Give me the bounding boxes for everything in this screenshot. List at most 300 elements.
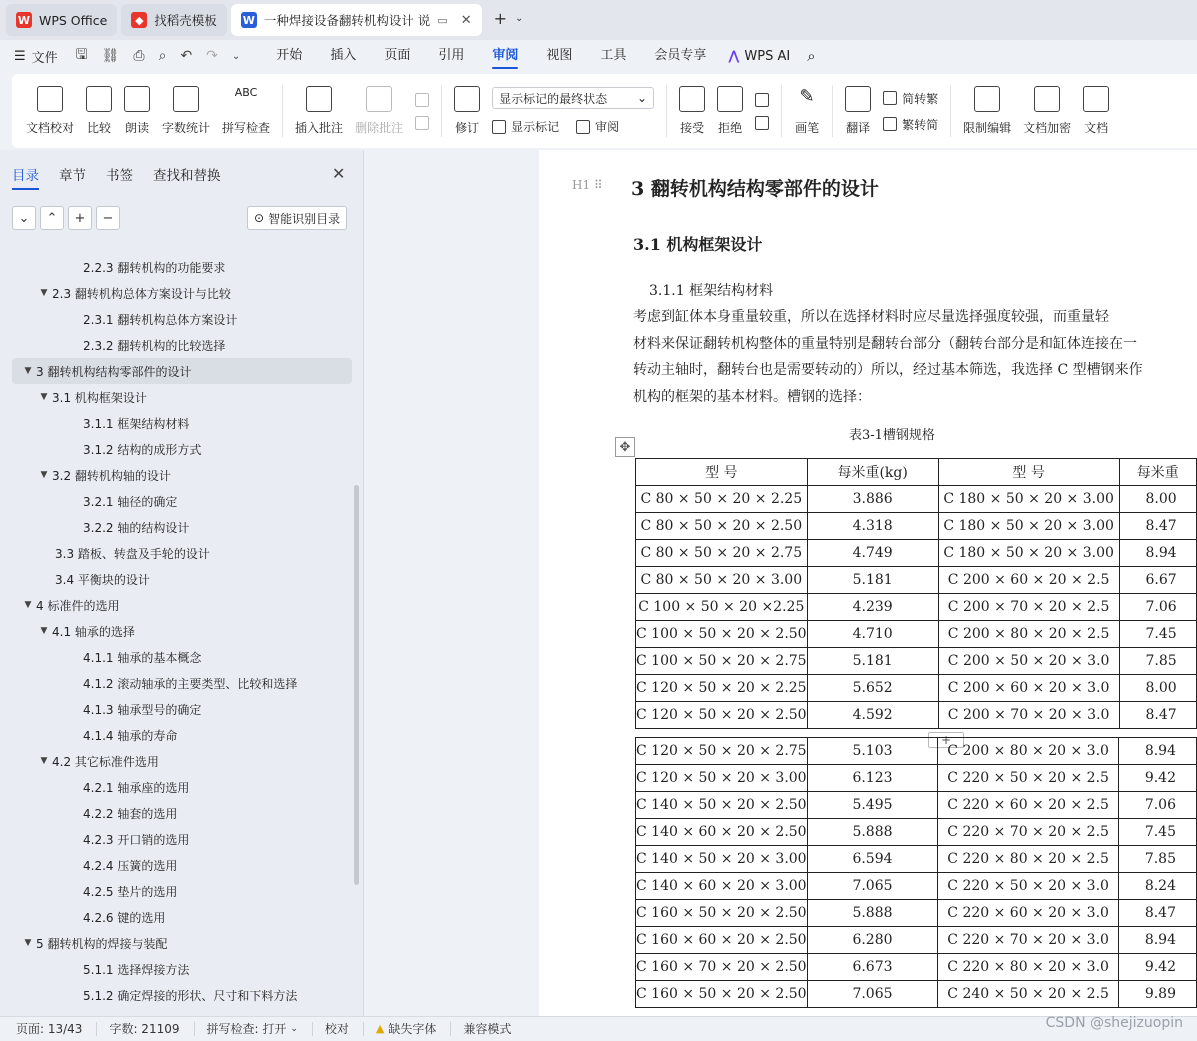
label: 插入批注 <box>295 121 344 135</box>
menu-bar <box>0 40 1197 72</box>
toc-item-label: 2.3 翻转机构总体方案设计与比较 <box>52 286 231 301</box>
nav-tab-toc[interactable]: 目录 <box>12 164 39 184</box>
table-cell[interactable]: C 100 × 50 × 20 ×2.25 <box>636 594 808 621</box>
doc-check-button[interactable] <box>20 79 80 143</box>
header-cell: 型 号 <box>938 459 1119 486</box>
toc-item[interactable] <box>12 904 352 930</box>
compare-button[interactable] <box>80 79 118 143</box>
table-cell[interactable]: C 200 × 50 × 20 × 3.0 <box>938 648 1119 675</box>
table-row <box>636 927 1197 954</box>
spell-check-label: 拼写检查: 打开 <box>206 1022 287 1036</box>
table-cell[interactable]: 3.886 <box>807 486 938 513</box>
toc-item-label: 2.2.3 翻转机构的功能要求 <box>83 260 226 275</box>
menu-insert[interactable]: 插入 <box>330 48 357 63</box>
track-changes-icon <box>454 86 480 112</box>
toc-item-label: 4.1.1 轴承的基本概念 <box>83 650 202 665</box>
toc-item[interactable] <box>12 800 352 826</box>
heading-mark-text: H1 <box>572 178 591 192</box>
table-cell[interactable]: 4.710 <box>807 621 938 648</box>
prev-comment-icon[interactable] <box>415 93 429 107</box>
table-row <box>636 981 1197 1008</box>
table-row <box>636 594 1197 621</box>
toc-item[interactable] <box>12 956 352 982</box>
toc-item[interactable] <box>12 280 352 306</box>
trad-to-simp-icon <box>883 117 897 131</box>
nav-tab-bookmarks[interactable]: 书签 <box>106 168 133 184</box>
label: 比较 <box>87 121 112 135</box>
table-row <box>636 846 1197 873</box>
redo-icon[interactable]: ↷ <box>206 48 218 64</box>
chevron-down-icon: ⌄ <box>637 91 648 105</box>
docer-logo-icon: ◆ <box>131 12 147 28</box>
table-cell[interactable]: C 220 × 60 × 20 × 2.5 <box>938 792 1118 819</box>
separator <box>832 85 833 137</box>
toc-item[interactable] <box>12 410 352 436</box>
label: 画笔 <box>795 121 820 135</box>
label: 文档加密 <box>1023 121 1072 135</box>
toc-item-label: 5 翻转机构的焊接与装配 <box>36 936 168 951</box>
save-icon[interactable]: 🖫 <box>75 47 88 63</box>
menu-page[interactable]: 页面 <box>384 48 411 63</box>
delete-comment-button[interactable] <box>349 79 409 143</box>
table-cell[interactable]: C 120 × 50 × 20 × 3.00 <box>636 765 808 792</box>
toc-item-label: 3.1.1 框架结构材料 <box>83 416 190 431</box>
table-row <box>636 540 1197 567</box>
table-cell[interactable]: 4.318 <box>807 513 938 540</box>
word-count-button[interactable] <box>156 79 216 143</box>
table-cell[interactable]: 9.42 <box>1118 954 1196 981</box>
show-markup-icon <box>492 120 506 134</box>
chinese-convert <box>877 90 944 133</box>
table-cell[interactable]: C 220 × 50 × 20 × 2.5 <box>938 765 1118 792</box>
smart-icon: ⊙ <box>254 211 265 225</box>
pen-icon: ✎ <box>799 86 815 107</box>
table-caption: 表3-1槽钢规格 <box>849 428 935 443</box>
table-cell[interactable]: 5.888 <box>807 900 938 927</box>
next-change-icon[interactable] <box>755 116 769 130</box>
remove-icon[interactable]: − <box>96 206 120 230</box>
table-cell[interactable]: C 240 × 50 × 20 × 2.5 <box>938 981 1118 1008</box>
table-cell[interactable]: 4.239 <box>807 594 938 621</box>
table-cell[interactable]: 8.94 <box>1118 738 1196 765</box>
page-indicator[interactable]: 页面: 13/43 <box>16 1022 97 1036</box>
toc-item[interactable] <box>12 982 352 1008</box>
new-tab-icon[interactable]: + <box>493 9 508 28</box>
file-menu[interactable] <box>14 47 58 66</box>
toc-item-label: 3.2.2 轴的结构设计 <box>83 520 190 535</box>
nav-tab-chapters[interactable]: 章节 <box>59 168 86 184</box>
table-cell[interactable]: 6.67 <box>1119 567 1196 594</box>
table-cell[interactable]: C 160 × 50 × 20 × 2.50 <box>636 981 808 1008</box>
table-cell[interactable]: C 80 × 50 × 20 × 2.50 <box>636 513 808 540</box>
toc-item[interactable] <box>12 592 352 618</box>
tab-wps-office[interactable] <box>6 4 117 36</box>
label: 朗读 <box>125 121 150 135</box>
expand-caret-icon[interactable]: ▼ <box>40 288 48 298</box>
word-count[interactable]: 字数: 21109 <box>109 1022 194 1036</box>
toc-tools <box>12 206 120 230</box>
table-cell[interactable]: C 120 × 50 × 20 × 2.25 <box>636 675 808 702</box>
toc-item[interactable] <box>12 488 352 514</box>
comment-delete-icon <box>366 86 392 112</box>
menu-vip[interactable]: 会员专享 <box>654 48 707 63</box>
restrict-edit-button[interactable] <box>957 79 1017 143</box>
table-row <box>636 648 1197 675</box>
comment-plus-icon <box>306 86 332 112</box>
body-paragraph <box>633 304 1197 410</box>
header-cell: 每米重(kg) <box>807 459 938 486</box>
table-cell[interactable]: C 220 × 50 × 20 × 3.0 <box>938 873 1118 900</box>
more-chevron-icon[interactable]: ⌄ <box>231 50 241 62</box>
table-cell[interactable]: 9.42 <box>1118 765 1196 792</box>
table-cell[interactable]: C 120 × 50 × 20 × 2.50 <box>636 702 808 729</box>
toc-item[interactable] <box>12 436 352 462</box>
table-cell[interactable]: 8.47 <box>1118 900 1196 927</box>
separator <box>666 85 667 137</box>
toc-item[interactable] <box>12 384 352 410</box>
table-cell[interactable]: 4.592 <box>807 702 938 729</box>
table-row <box>636 675 1197 702</box>
toc-item[interactable] <box>12 670 352 696</box>
translate-button[interactable] <box>839 79 877 143</box>
toc-item-label: 4.2.2 轴套的选用 <box>83 806 178 821</box>
table-cell[interactable]: 6.123 <box>807 765 938 792</box>
toc-item-label: 3.1.2 结构的成形方式 <box>83 442 202 457</box>
table-cell[interactable]: 8.00 <box>1119 675 1196 702</box>
toc-item-label: 3.1 机构框架设计 <box>52 390 147 405</box>
table-cell[interactable]: C 160 × 60 × 20 × 2.50 <box>636 927 808 954</box>
toc-item[interactable] <box>12 826 352 852</box>
table-cell[interactable]: 8.94 <box>1119 540 1196 567</box>
table-cell[interactable]: 8.94 <box>1118 927 1196 954</box>
toc-item[interactable] <box>12 930 352 956</box>
menu-review[interactable]: 审阅 <box>478 40 532 72</box>
toc-item[interactable] <box>12 852 352 878</box>
proofread-status[interactable]: 校对 <box>325 1022 364 1036</box>
link-icon[interactable]: ⛓ <box>101 48 120 64</box>
track-changes-button[interactable] <box>448 79 486 143</box>
tab-label: 找稻壳模板 <box>154 13 217 28</box>
warning-icon: ▲ <box>375 1022 385 1035</box>
toc-item[interactable] <box>12 774 352 800</box>
toc-item[interactable] <box>12 254 352 280</box>
toc-item-label: 2.3.2 翻转机构的比较选择 <box>83 338 226 353</box>
expand-caret-icon[interactable]: ▼ <box>24 938 32 948</box>
label: 拼写检查 <box>222 121 271 135</box>
tab-actions <box>494 9 524 28</box>
toc-item[interactable] <box>12 306 352 332</box>
table-cell[interactable]: C 180 × 50 × 20 × 3.00 <box>938 486 1119 513</box>
wps-logo-icon: W <box>17 13 31 27</box>
table-cell[interactable]: 5.181 <box>807 567 938 594</box>
status-bar <box>0 1016 1197 1041</box>
print-icon[interactable]: ⎙ <box>133 48 145 64</box>
table-cell[interactable]: C 200 × 80 × 20 × 2.5 <box>938 621 1119 648</box>
table-cell[interactable]: 6.673 <box>807 954 938 981</box>
expand-caret-icon[interactable]: ▼ <box>40 626 48 636</box>
toc-item-label: 4.1 轴承的选择 <box>52 624 135 639</box>
table-cell[interactable]: C 220 × 60 × 20 × 3.0 <box>938 900 1118 927</box>
table-cell[interactable]: C 220 × 70 × 20 × 3.0 <box>938 927 1118 954</box>
quick-access <box>76 44 241 68</box>
search-icon[interactable]: ⌕ <box>807 47 816 65</box>
label: 删除批注 <box>355 121 404 135</box>
expand-caret-icon[interactable]: ▼ <box>40 470 48 480</box>
label: 拒绝 <box>718 121 743 135</box>
table-cell[interactable]: C 220 × 70 × 20 × 2.5 <box>938 819 1118 846</box>
table-cell[interactable]: 6.594 <box>807 846 938 873</box>
smart-toc-label: 智能识别目录 <box>268 211 341 226</box>
table-cell[interactable]: C 80 × 50 × 20 × 3.00 <box>636 567 808 594</box>
toc-item-label: 4.2.5 垫片的选用 <box>83 884 178 899</box>
close-icon[interactable]: ✕ <box>460 12 472 28</box>
toc-item[interactable] <box>12 514 352 540</box>
spell-check-button[interactable] <box>216 79 276 143</box>
table-cell[interactable]: 8.24 <box>1118 873 1196 900</box>
channel-steel-table-2 <box>635 737 1197 1008</box>
toc-item[interactable] <box>12 462 352 488</box>
toc-item[interactable] <box>12 748 352 774</box>
label: 修订 <box>455 121 480 135</box>
reject-button[interactable] <box>711 79 749 143</box>
table-cell[interactable]: 7.065 <box>807 981 938 1008</box>
display-mode-select[interactable] <box>492 87 654 109</box>
table-cell[interactable]: C 180 × 50 × 20 × 3.00 <box>938 513 1119 540</box>
expand-down-icon[interactable]: ⌄ <box>12 206 36 230</box>
toc-item[interactable] <box>12 644 352 670</box>
tab-label: WPS Office <box>39 12 108 28</box>
compare-icon <box>86 86 112 112</box>
doc-check-icon <box>37 86 63 112</box>
comment-nav <box>409 93 435 130</box>
header-cell: 每米重 <box>1119 459 1196 486</box>
menu-references[interactable]: 引用 <box>438 48 465 63</box>
review-pane-button[interactable]: 审阅 <box>595 120 620 134</box>
table-cell[interactable]: C 120 × 50 × 20 × 2.75 <box>636 738 808 765</box>
table-cell[interactable]: C 80 × 50 × 20 × 2.75 <box>636 540 808 567</box>
heading-2: 3.1 机构框架设计 <box>633 235 763 254</box>
table-cell[interactable]: 5.103 <box>807 738 938 765</box>
ai-logo-icon: ⋀ <box>728 48 740 64</box>
table-cell[interactable]: 7.065 <box>807 873 938 900</box>
label: 字数统计 <box>162 121 211 135</box>
label: 限制编辑 <box>963 121 1012 135</box>
simp-to-trad-label: 简转繁 <box>902 91 939 106</box>
review-ribbon <box>12 74 1197 148</box>
table-cell[interactable]: C 100 × 50 × 20 × 2.50 <box>636 621 808 648</box>
table-header-row <box>636 459 1197 486</box>
nav-tab-find-replace[interactable]: 查找和替换 <box>153 168 221 184</box>
table-cell[interactable]: 5.181 <box>807 648 938 675</box>
table-cell[interactable]: C 160 × 70 × 20 × 2.50 <box>636 954 808 981</box>
table-cell[interactable]: 7.85 <box>1118 846 1196 873</box>
table-cell[interactable]: C 140 × 50 × 20 × 2.50 <box>636 792 808 819</box>
toc-item-label: 4.1.2 滚动轴承的主要类型、比较和选择 <box>83 676 298 691</box>
table-row <box>636 567 1197 594</box>
toc-item[interactable] <box>12 566 352 592</box>
table-cell[interactable]: 5.888 <box>807 819 938 846</box>
document-area <box>365 150 1197 1016</box>
label: 翻译 <box>846 121 871 135</box>
wps-ai-button[interactable] <box>728 47 815 65</box>
reject-icon <box>717 86 743 112</box>
show-markup-button[interactable]: 显示标记 <box>511 120 560 134</box>
table-cell[interactable]: C 200 × 70 × 20 × 3.0 <box>938 702 1119 729</box>
table-cell[interactable]: 5.652 <box>807 675 938 702</box>
nav-scrollbar[interactable] <box>354 485 359 885</box>
table-cell[interactable]: C 140 × 60 × 20 × 2.50 <box>636 819 808 846</box>
accept-button[interactable] <box>673 79 711 143</box>
table-row <box>636 765 1197 792</box>
toc-item[interactable] <box>12 878 352 904</box>
tab-document[interactable] <box>231 4 482 36</box>
table-cell[interactable]: 7.45 <box>1119 621 1196 648</box>
to-simp-row[interactable] <box>883 116 938 133</box>
table-cell[interactable]: 8.00 <box>1119 486 1196 513</box>
encrypt-doc-icon <box>1034 86 1060 112</box>
spell-check-status[interactable] <box>207 1022 313 1036</box>
menu-home[interactable]: 开始 <box>276 48 303 63</box>
hamburger-icon: ☰ <box>14 48 26 64</box>
expand-caret-icon[interactable]: ▼ <box>40 756 48 766</box>
trad-to-simp-label: 繁转简 <box>902 117 939 132</box>
chevron-down-icon: ⌄ <box>290 1024 298 1034</box>
table-cell[interactable]: 8.47 <box>1119 513 1196 540</box>
table-cell[interactable]: C 200 × 60 × 20 × 3.0 <box>938 675 1119 702</box>
pen-button[interactable] <box>788 79 826 143</box>
channel-steel-table-1 <box>635 458 1197 729</box>
toc-item-label: 3.2.1 轴径的确定 <box>83 494 178 509</box>
toc-item-label: 5.1.1 选择焊接方法 <box>83 962 190 977</box>
toc-item-label: 4.2.4 压簧的选用 <box>83 858 178 873</box>
toc-item-label: 3.4 平衡块的设计 <box>55 572 150 587</box>
toc-item[interactable] <box>12 358 352 384</box>
separator <box>950 85 951 137</box>
para-line: 考虑到缸体本身重量较重，所以在选择材料时应尽量选择强度较强，而重量轻 <box>633 309 1109 325</box>
table-cell[interactable]: 6.280 <box>807 927 938 954</box>
table-cell[interactable]: C 180 × 50 × 20 × 3.00 <box>938 540 1119 567</box>
table-cell[interactable]: C 80 × 50 × 20 × 2.25 <box>636 486 808 513</box>
table-cell[interactable]: C 200 × 70 × 20 × 2.5 <box>938 594 1119 621</box>
expand-caret-icon[interactable]: ▼ <box>24 366 32 376</box>
table-cell[interactable]: 7.06 <box>1119 594 1196 621</box>
para-line: 转动主轴时，翻转台也是需要转动的）所以，经过基本筛选，我选择 C 型槽钢来作 <box>633 362 1143 378</box>
table-cell[interactable]: 8.47 <box>1119 702 1196 729</box>
table-move-icon[interactable]: ✥ <box>615 437 635 457</box>
heading-3: 3.1.1 框架结构材料 <box>649 283 774 299</box>
menu-tools[interactable]: 工具 <box>600 48 627 63</box>
table-cell[interactable]: C 200 × 80 × 20 × 3.0 <box>938 738 1118 765</box>
para-line: 材料来保证翻转机构整体的重量特别是翻转台部分（翻转台部分是和缸体连接在一 <box>633 335 1137 352</box>
table-row <box>636 738 1197 765</box>
ai-label: WPS AI <box>744 48 791 64</box>
undo-icon[interactable]: ↶ <box>180 48 193 64</box>
prev-change-icon[interactable] <box>755 93 769 107</box>
table-cell[interactable]: 7.45 <box>1118 819 1196 846</box>
table-cell[interactable]: C 200 × 60 × 20 × 2.5 <box>938 567 1119 594</box>
table-cell[interactable]: 4.749 <box>807 540 938 567</box>
table-cell[interactable]: C 160 × 50 × 20 × 2.50 <box>636 900 808 927</box>
markup-controls <box>486 87 660 135</box>
missing-font-label: 缺失字体 <box>388 1022 437 1036</box>
toc-item[interactable] <box>12 696 352 722</box>
smart-toc-button[interactable] <box>247 206 347 230</box>
toc-item-label: 4.2 其它标准件选用 <box>52 754 159 769</box>
navigation-pane <box>0 150 364 1016</box>
table-cell[interactable]: 5.495 <box>807 792 938 819</box>
expand-caret-icon[interactable]: ▼ <box>24 600 32 610</box>
table-row <box>636 792 1197 819</box>
toc-item[interactable] <box>12 540 352 566</box>
monitor-icon[interactable]: ▭ <box>437 13 448 27</box>
para-line: 机构的框架的基本材料。槽钢的选择： <box>633 388 871 405</box>
collapse-up-icon[interactable]: ⌃ <box>40 206 64 230</box>
menu-view[interactable]: 视图 <box>546 48 573 63</box>
display-mode-value: 显示标记的最终状态 <box>499 91 608 106</box>
toc-item[interactable] <box>12 332 352 358</box>
separator <box>781 85 782 137</box>
tab-bar <box>0 0 1197 40</box>
toc-item-label: 5.1.2 确定焊接的形状、尺寸和下料方法 <box>83 988 298 1003</box>
heading-mark[interactable]: H1 ⠿ <box>572 178 603 192</box>
read-aloud-button[interactable] <box>118 79 156 143</box>
table-row <box>636 702 1197 729</box>
toc-item-label: 3.3 踏板、转盘及手轮的设计 <box>55 546 210 561</box>
table-cell[interactable]: C 220 × 80 × 20 × 3.0 <box>938 954 1118 981</box>
to-trad-row[interactable] <box>883 90 938 107</box>
table-row <box>636 621 1197 648</box>
tab-template[interactable] <box>121 4 227 36</box>
toc-item[interactable] <box>12 722 352 748</box>
close-icon[interactable]: ✕ <box>332 164 346 183</box>
expand-caret-icon[interactable]: ▼ <box>40 392 48 402</box>
watermark-text: CSDN @shejizuopin <box>1045 1015 1183 1031</box>
encrypt-button[interactable] <box>1017 79 1077 143</box>
table-cell[interactable]: C 140 × 50 × 20 × 3.00 <box>636 846 808 873</box>
translate-icon <box>845 86 871 112</box>
insert-comment-button[interactable] <box>289 79 349 143</box>
next-comment-icon[interactable] <box>415 116 429 130</box>
chevron-down-icon[interactable]: ⌄ <box>515 13 524 24</box>
toc-list <box>12 254 352 1008</box>
print-preview-icon[interactable]: ⌕ <box>158 48 167 64</box>
toc-item-label: 4.1.4 轴承的寿命 <box>83 728 178 743</box>
missing-font-status[interactable] <box>376 1022 451 1036</box>
table-row <box>636 513 1197 540</box>
table-cell[interactable]: 7.85 <box>1119 648 1196 675</box>
toc-item-label: 4 标准件的选用 <box>36 598 120 613</box>
add-row-icon[interactable]: + <box>928 732 964 748</box>
toc-item-label: 4.2.3 开口销的选用 <box>83 832 190 847</box>
add-icon[interactable]: + <box>68 206 92 230</box>
toc-item-label: 3 翻转机构结构零部件的设计 <box>36 364 192 379</box>
table-cell[interactable]: 7.06 <box>1118 792 1196 819</box>
table-cell[interactable]: C 140 × 60 × 20 × 3.00 <box>636 873 808 900</box>
toc-item-label: 4.2.6 键的选用 <box>83 910 166 925</box>
toc-item[interactable] <box>12 618 352 644</box>
markup-row <box>492 118 654 135</box>
table-cell[interactable]: C 100 × 50 × 20 × 2.75 <box>636 648 808 675</box>
table-row <box>636 954 1197 981</box>
toc-item-label: 4.1.3 轴承型号的确定 <box>83 702 202 717</box>
compat-mode: 兼容模式 <box>463 1022 512 1036</box>
separator <box>282 85 283 137</box>
doc-more-button[interactable] <box>1077 79 1115 143</box>
doc-icon <box>1083 86 1109 112</box>
table-cell[interactable]: 9.89 <box>1118 981 1196 1008</box>
table-cell[interactable]: C 220 × 80 × 20 × 2.5 <box>938 846 1118 873</box>
label: 文档校对 <box>26 121 75 135</box>
